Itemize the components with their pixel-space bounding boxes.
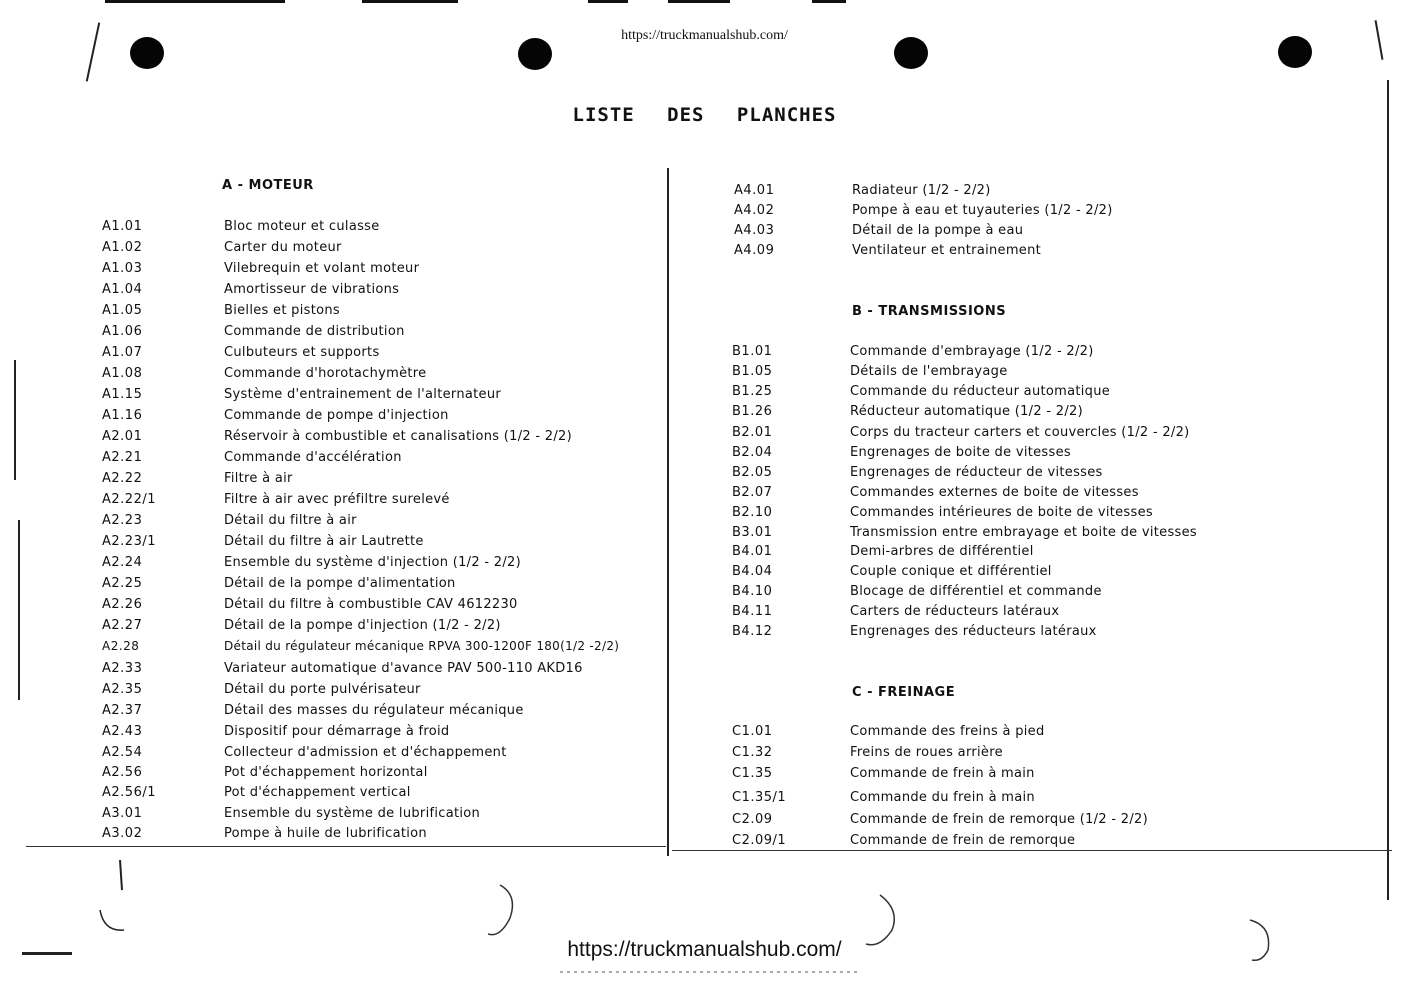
item-code: C1.01 [732,724,773,739]
section-heading-moteur: A - MOTEUR [222,178,314,193]
item-title: Détail de la pompe d'alimentation [224,576,456,591]
item-code: B2.01 [732,425,773,440]
item-code: A2.35 [102,682,143,697]
scan-edge-mark [14,360,16,480]
item-code: B3.01 [732,525,773,540]
item-title: Filtre à air avec préfiltre surelevé [224,492,450,507]
item-title: Commande d'embrayage (1/2 - 2/2) [850,344,1094,359]
item-code: A1.15 [102,387,143,402]
item-code: A1.16 [102,408,143,423]
item-code: A2.21 [102,450,143,465]
item-code: A1.06 [102,324,143,339]
item-title: Détail des masses du régulateur mécanique [224,703,524,718]
item-title: Freins de roues arrière [850,745,1003,760]
item-title: Commande de frein de remorque [850,833,1076,848]
scan-edge-mark [812,0,846,3]
item-code: A3.02 [102,826,143,841]
item-title: Commande du frein à main [850,790,1035,805]
item-title: Pompe à eau et tuyauteries (1/2 - 2/2) [852,203,1113,218]
item-title: Détail du régulateur mécanique RPVA 300-1200F 180(1/2 -2/2) [224,639,620,653]
item-title: Carters de réducteurs latéraux [850,604,1060,619]
item-code: A2.56 [102,765,143,780]
item-code: B1.05 [732,364,773,379]
item-code: A2.26 [102,597,143,612]
item-code: A2.27 [102,618,143,633]
item-title: Demi-arbres de différentiel [850,544,1034,559]
item-title: Commande du réducteur automatique [850,384,1111,399]
column-divider [667,168,669,856]
item-code: C1.35/1 [732,790,787,805]
item-title: Collecteur d'admission et d'échappement [224,745,507,760]
item-code: B4.11 [732,604,773,619]
item-title: Commande des freins à pied [850,724,1045,739]
item-title: Bloc moteur et culasse [224,219,380,234]
section-heading-freinage: C - FREINAGE [852,685,956,700]
item-code: A1.02 [102,240,143,255]
item-code: B4.01 [732,544,773,559]
item-title: Radiateur (1/2 - 2/2) [852,183,991,198]
item-code: A2.28 [102,639,140,653]
page-title: LISTE DES PLANCHES [572,104,837,126]
item-code: A2.56/1 [102,785,156,800]
item-title: Vilebrequin et volant moteur [224,261,420,276]
item-title: Pot d'échappement horizontal [224,765,428,780]
item-code: A1.07 [102,345,143,360]
scan-artifacts [0,850,1409,990]
item-code: C1.35 [732,766,773,781]
item-title: Ensemble du système d'injection (1/2 - 2/2) [224,555,521,570]
source-url-top[interactable]: https://truckmanualshub.com/ [621,28,788,43]
item-code: A2.22/1 [102,492,156,507]
item-code: B2.10 [732,505,773,520]
item-code: A4.01 [734,183,775,198]
item-title: Dispositif pour démarrage à froid [224,724,450,739]
item-title: Transmission entre embrayage et boite de vitesses [850,525,1197,540]
item-title: Détails de l'embrayage [850,364,1008,379]
item-code: B4.12 [732,624,773,639]
item-code: A1.04 [102,282,143,297]
item-title: Corps du tracteur carters et couvercles (1/2 - 2/2) [850,425,1190,440]
item-code: B1.25 [732,384,773,399]
item-code: A4.09 [734,243,775,258]
item-code: A2.33 [102,661,143,676]
item-title: Détail du filtre à air Lautrette [224,534,424,549]
item-code: A2.24 [102,555,143,570]
item-title: Engrenages de boite de vitesses [850,445,1071,460]
item-title: Système d'entrainement de l'alternateur [224,387,501,402]
item-code: C1.32 [732,745,773,760]
scan-edge-mark [105,0,285,3]
bottom-rule [26,846,666,847]
item-code: C2.09 [732,812,773,827]
item-code: A2.01 [102,429,143,444]
item-title: Commande de distribution [224,324,405,339]
item-code: A1.01 [102,219,143,234]
item-title: Commandes externes de boite de vitesses [850,485,1139,500]
item-code: A2.22 [102,471,143,486]
item-title: Culbuteurs et supports [224,345,380,360]
item-title: Pot d'échappement vertical [224,785,411,800]
item-code: A2.37 [102,703,143,718]
item-code: B1.26 [732,404,773,419]
item-code: B1.01 [732,344,773,359]
item-title: Variateur automatique d'avance PAV 500-110 AKD16 [224,661,583,676]
item-title: Ensemble du système de lubrification [224,806,481,821]
item-title: Filtre à air [224,471,293,486]
item-title: Réducteur automatique (1/2 - 2/2) [850,404,1083,419]
item-code: A2.23 [102,513,143,528]
item-title: Pompe à huile de lubrification [224,826,427,841]
item-title: Bielles et pistons [224,303,340,318]
item-title: Amortisseur de vibrations [224,282,400,297]
item-code: B2.05 [732,465,773,480]
item-title: Commande d'accélération [224,450,402,465]
item-code: A3.01 [102,806,143,821]
item-title: Engrenages des réducteurs latéraux [850,624,1097,639]
item-code: A4.02 [734,203,775,218]
section-heading-transmissions: B - TRANSMISSIONS [852,304,1007,319]
item-code: A2.23/1 [102,534,156,549]
scan-edge-mark [588,0,628,3]
item-code: A2.25 [102,576,143,591]
source-url-bottom[interactable]: https://truckmanualshub.com/ [567,938,842,961]
item-title: Commande de frein de remorque (1/2 - 2/2) [850,812,1148,827]
scan-edge-mark [1387,80,1389,900]
item-code: C2.09/1 [732,833,787,848]
scan-edge-mark [668,0,730,3]
item-title: Détail du filtre à combustible CAV 4612230 [224,597,518,612]
item-title: Commande de frein à main [850,766,1035,781]
item-code: B2.07 [732,485,773,500]
item-title: Engrenages de réducteur de vitesses [850,465,1103,480]
item-code: A1.05 [102,303,143,318]
item-title: Blocage de différentiel et commande [850,584,1102,599]
item-code: A4.03 [734,223,775,238]
item-title: Ventilateur et entrainement [852,243,1042,258]
item-title: Commandes intérieures de boite de vitesses [850,505,1153,520]
scan-edge-mark [18,520,20,700]
item-code: A2.54 [102,745,143,760]
item-code: B2.04 [732,445,773,460]
item-title: Détail de la pompe d'injection (1/2 - 2/2) [224,618,501,633]
item-code: B4.04 [732,564,773,579]
item-title: Détail du porte pulvérisateur [224,682,421,697]
item-code: A2.43 [102,724,143,739]
item-title: Détail du filtre à air [224,513,357,528]
item-code: A1.03 [102,261,143,276]
item-title: Commande de pompe d'injection [224,408,449,423]
item-title: Carter du moteur [224,240,342,255]
item-title: Réservoir à combustible et canalisations (1/2 - 2/2) [224,429,572,444]
item-code: B4.10 [732,584,773,599]
item-code: A1.08 [102,366,143,381]
scan-edge-mark [362,0,458,3]
item-title: Détail de la pompe à eau [852,223,1024,238]
item-title: Couple conique et différentiel [850,564,1052,579]
item-title: Commande d'horotachymètre [224,366,427,381]
